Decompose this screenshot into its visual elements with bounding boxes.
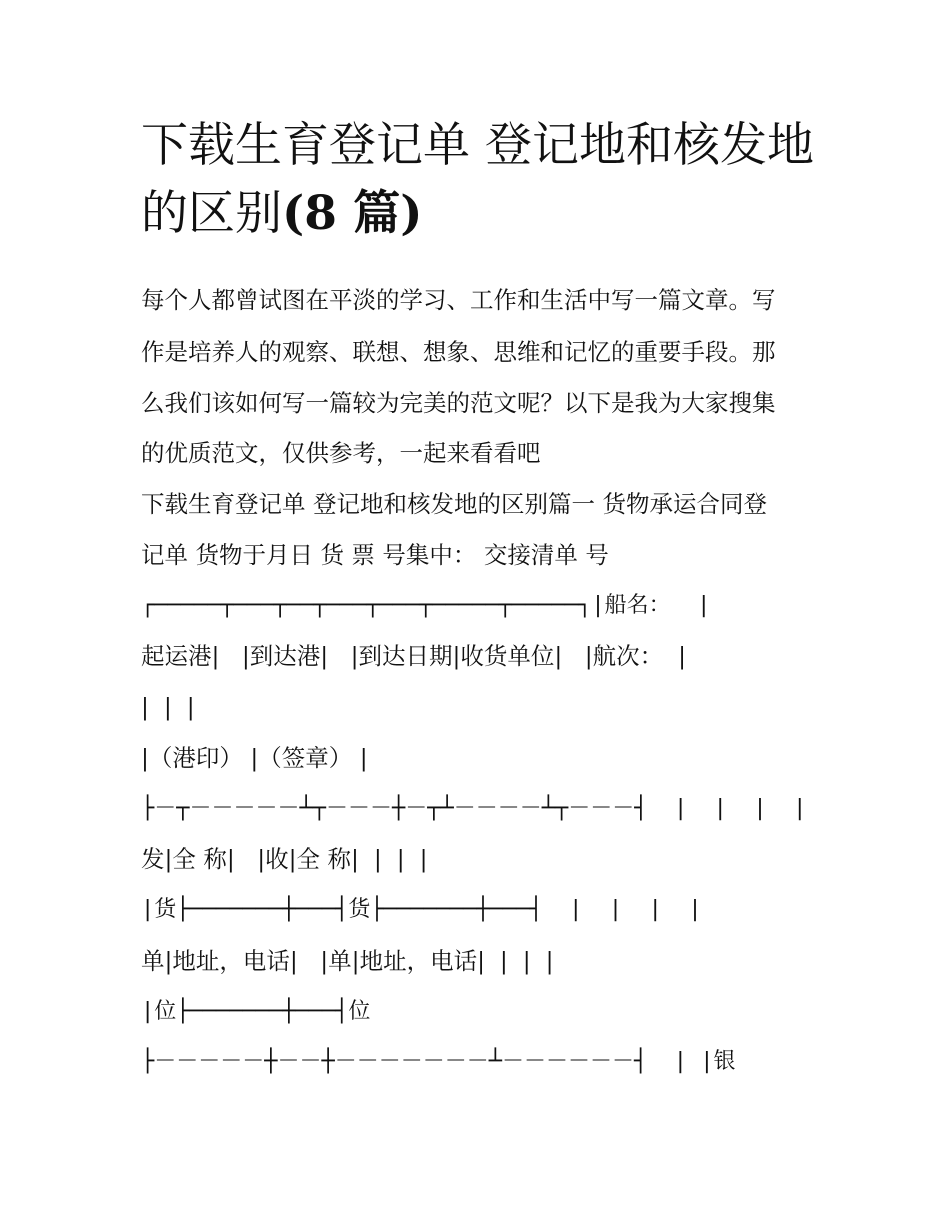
- form-line-1: ┌─────┬───┬──┬───┬───┬─────┬─────┐|船名： |: [141, 593, 711, 618]
- form-line-2: 起运港| |到达港| |到达日期|收货单位| |航次： |: [141, 642, 687, 670]
- section-heading-line-2: 记单 货物于月日 货 票 号集中： 交接清单 号: [141, 541, 609, 569]
- form-line-10: ├－－－－－┼－－┼－－－－－－－┴－－－－－－┤ | |银: [141, 1049, 736, 1074]
- form-line-4: |（港印） |（签章） |: [141, 744, 368, 772]
- section-heading-line-1: 下载生育登记单 登记地和核发地的区别篇一 货物承运合同登: [141, 490, 767, 518]
- intro-line-1: 每个人都曾试图在平淡的学习、工作和生活中写一篇文章。写: [141, 286, 776, 314]
- intro-line-3: 么我们该如何写一篇较为完美的范文呢？以下是我为大家搜集: [141, 389, 776, 417]
- form-line-9: |位├───────┼───┤位: [141, 999, 371, 1024]
- document-title: [141, 112, 831, 248]
- title-main-text: 下载生育登记单 登记地和核发地的区别: [141, 118, 814, 241]
- title-count-text: (8 篇): [282, 186, 423, 241]
- intro-line-2: 作是培养人的观察、联想、想象、思维和记忆的重要手段。那: [141, 338, 776, 366]
- intro-line-4: 的优质范文，仅供参考，一起来看看吧: [141, 439, 541, 467]
- form-line-8: 单|地址，电话| |单|地址，电话| | | |: [141, 947, 554, 975]
- form-line-3: | | |: [141, 693, 195, 721]
- form-line-5: ├－┬－－－－－┴┬－－－┼－┬┴－－－－┴┬－－－┤ | | | |: [141, 796, 807, 821]
- form-line-7: |货├───────┼───┤货├───────┼───┤ | | | |: [141, 897, 702, 922]
- form-line-6: 发|全 称| |收|全 称| | | |: [141, 845, 428, 873]
